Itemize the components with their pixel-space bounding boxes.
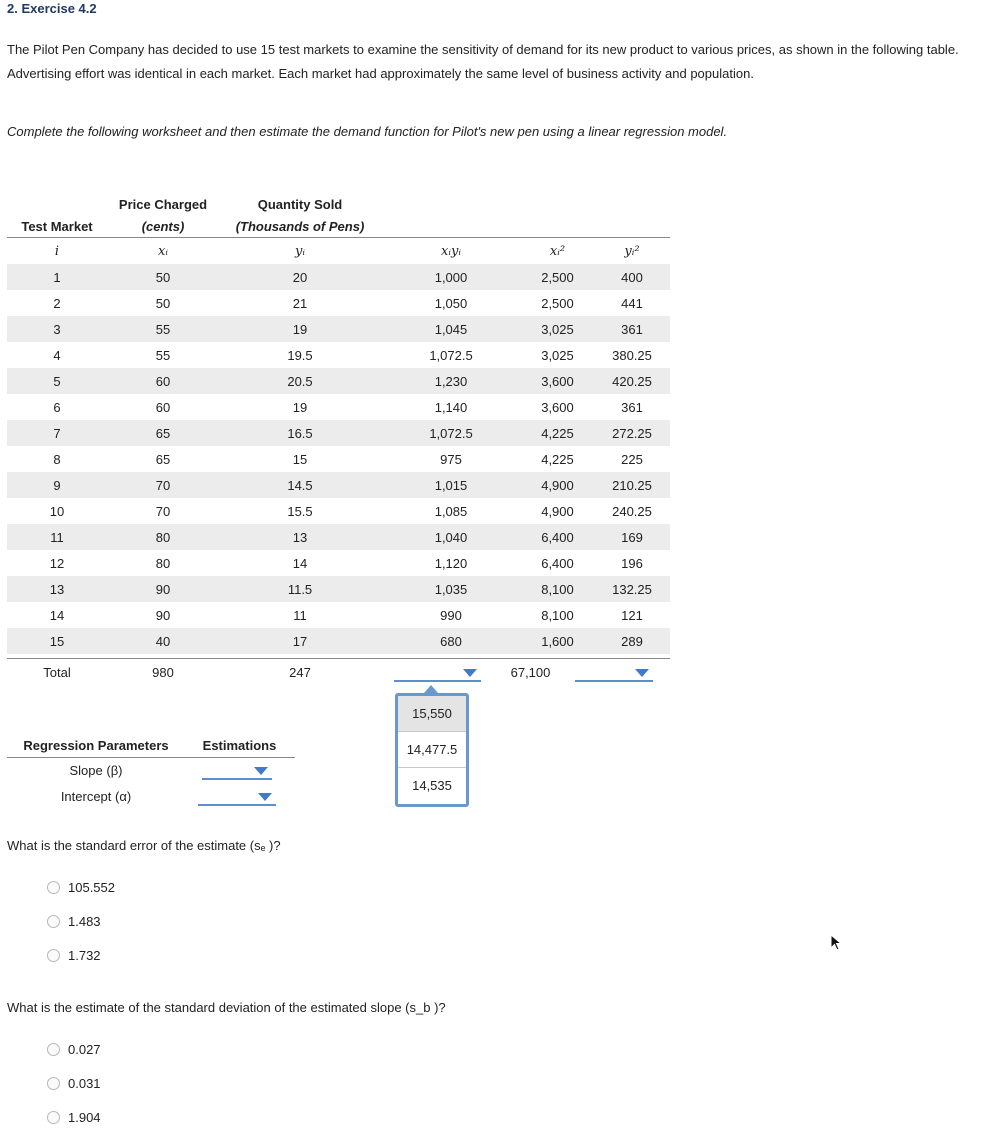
cell-x: 70 — [107, 472, 219, 498]
cell-x: 60 — [107, 368, 219, 394]
table-row — [7, 550, 670, 576]
radio-button[interactable] — [47, 1111, 60, 1124]
sb-option-3[interactable] — [47, 1109, 101, 1125]
sb-option-2[interactable] — [47, 1075, 101, 1091]
cell-x: 90 — [155, 607, 171, 623]
chevron-down-icon — [258, 793, 272, 801]
cell-i: 2 — [53, 295, 61, 311]
cell-y: 11 — [293, 607, 307, 623]
radio-button[interactable] — [47, 1043, 60, 1056]
cell-x2: 2,500 — [541, 295, 574, 311]
worksheet-table — [7, 238, 670, 654]
table-row — [7, 394, 670, 420]
total-x: 980 — [152, 665, 174, 680]
cell-x2: 8,100 — [541, 607, 574, 623]
se-option-3[interactable] — [47, 947, 101, 963]
option-label: 1.904 — [68, 1109, 101, 1125]
cell-x2: 3,025 — [521, 316, 594, 342]
chevron-down-icon — [254, 767, 268, 775]
sb-option-1[interactable] — [47, 1041, 101, 1057]
cell-xy: 1,085 — [434, 503, 468, 519]
cell-y2: 361 — [594, 316, 670, 342]
cell-x: 40 — [107, 628, 219, 654]
dropdown-pointer — [424, 685, 438, 693]
cell-y: 16.5 — [219, 420, 381, 446]
total-label: Total — [43, 665, 71, 680]
table-row — [7, 576, 670, 602]
cell-y: 20.5 — [219, 368, 381, 394]
cell-i: 4 — [53, 347, 61, 363]
dropdown-option[interactable]: 14,535 — [412, 778, 452, 793]
slope-label: Slope (β) — [69, 763, 123, 778]
cell-y: 20 — [219, 264, 381, 290]
cell-y2: 420.25 — [594, 368, 670, 394]
option-label: 0.031 — [68, 1075, 101, 1091]
cell-x: 65 — [155, 451, 171, 467]
cell-y: 15.5 — [287, 503, 313, 519]
cell-i: 13 — [7, 576, 107, 602]
cell-x: 90 — [107, 576, 219, 602]
cell-x: 55 — [107, 316, 219, 342]
table-row — [7, 472, 670, 498]
radio-button[interactable] — [47, 915, 60, 928]
cell-y: 19.5 — [287, 347, 313, 363]
mouse-cursor-icon — [830, 934, 844, 952]
table-row — [7, 264, 670, 290]
exercise-heading: 2. Exercise 4.2 — [7, 1, 97, 16]
cell-x: 50 — [155, 295, 171, 311]
table-row — [7, 602, 670, 628]
cell-xy: 1,072.5 — [381, 420, 521, 446]
radio-button[interactable] — [47, 949, 60, 962]
cell-i: 15 — [7, 628, 107, 654]
cell-x: 80 — [155, 555, 171, 571]
cell-x: 60 — [155, 399, 171, 415]
intro-paragraph: The Pilot Pen Company has decided to use 15 test markets to examine the sensitivity of demand for its new product to various prices, as shown in the following table. Advertising effort was identical in each market. Each market had approximately the same level of business activity and population. — [7, 42, 959, 81]
cell-y2: 289 — [594, 628, 670, 654]
table-row — [7, 342, 670, 368]
cell-x2: 4,225 — [521, 420, 594, 446]
cell-i: 7 — [7, 420, 107, 446]
option-label: 1.483 — [68, 913, 101, 929]
header-test-market: Test Market — [21, 219, 93, 234]
radio-button[interactable] — [47, 1077, 60, 1090]
cell-xy: 1,140 — [434, 399, 468, 415]
radio-button[interactable] — [47, 881, 60, 894]
symbol-xy: xᵢyᵢ — [441, 243, 461, 259]
cell-y: 19 — [292, 399, 308, 415]
symbol-y: yᵢ — [295, 243, 305, 259]
cell-xy: 1,035 — [381, 576, 521, 602]
regression-rule — [7, 757, 295, 758]
table-row — [7, 290, 670, 316]
dropdown-option[interactable]: 15,550 — [398, 696, 466, 732]
cell-y2: 225 — [621, 451, 643, 467]
cell-i: 10 — [49, 503, 65, 519]
cell-y2: 400 — [594, 264, 670, 290]
table-row — [7, 524, 670, 550]
cell-y: 14.5 — [219, 472, 381, 498]
option-label: 0.027 — [68, 1041, 101, 1057]
cell-i: 3 — [7, 316, 107, 342]
intercept-label: Intercept (α) — [60, 789, 132, 804]
cell-x2: 3,600 — [521, 368, 594, 394]
cell-i: 1 — [7, 264, 107, 290]
cell-xy: 680 — [381, 628, 521, 654]
header-price-top: Price Charged — [118, 197, 208, 212]
cell-y: 21 — [292, 295, 308, 311]
xy-dropdown-menu — [395, 693, 469, 807]
chevron-down-icon — [635, 669, 649, 677]
cell-i: 9 — [7, 472, 107, 498]
table-row — [7, 368, 670, 394]
cell-x2: 4,900 — [541, 503, 574, 519]
cell-x: 50 — [107, 264, 219, 290]
cell-y2: 441 — [621, 295, 643, 311]
symbol-x: xᵢ — [158, 243, 168, 259]
cell-xy: 1,230 — [381, 368, 521, 394]
cell-i: 14 — [49, 607, 65, 623]
cell-x: 70 — [155, 503, 171, 519]
cell-y2: 272.25 — [594, 420, 670, 446]
table-row — [7, 316, 670, 342]
cell-y2: 240.25 — [612, 503, 652, 519]
cell-x2: 1,600 — [521, 628, 594, 654]
total-xy-dropdown[interactable] — [394, 664, 481, 682]
cell-x2: 3,025 — [541, 347, 574, 363]
cell-xy: 975 — [440, 451, 462, 467]
symbol-row — [7, 238, 670, 264]
cell-i: 5 — [7, 368, 107, 394]
symbol-i: i — [54, 243, 60, 259]
header-quantity-unit: (Thousands of Pens) — [235, 219, 365, 234]
cell-xy: 1,120 — [434, 555, 468, 571]
slope-dropdown[interactable] — [202, 762, 272, 780]
cell-x2: 4,900 — [521, 472, 594, 498]
cell-y: 13 — [219, 524, 381, 550]
header-estimations: Estimations — [202, 738, 277, 753]
cell-y: 11.5 — [219, 576, 381, 602]
total-y2-dropdown[interactable] — [575, 664, 653, 682]
cell-y2: 169 — [594, 524, 670, 550]
cell-xy: 1,040 — [381, 524, 521, 550]
table-row — [7, 446, 670, 472]
cell-y: 17 — [219, 628, 381, 654]
table-row — [7, 420, 670, 446]
total-rule — [7, 658, 670, 659]
symbol-y2: yᵢ² — [624, 243, 640, 259]
cell-x2: 8,100 — [521, 576, 594, 602]
instruction-text: Complete the following worksheet and then estimate the demand function for Pilot's new pen using a linear regression model. — [7, 124, 728, 139]
option-label: 105.552 — [68, 879, 115, 895]
cell-x: 65 — [107, 420, 219, 446]
header-price-unit: (cents) — [141, 219, 185, 234]
cell-i: 8 — [53, 451, 61, 467]
intercept-dropdown[interactable] — [198, 788, 276, 806]
total-x2: 67,100 — [510, 665, 551, 680]
cell-i: 12 — [49, 555, 65, 571]
cell-x2: 4,225 — [541, 451, 574, 467]
cell-y2: 210.25 — [594, 472, 670, 498]
cell-xy: 1,000 — [381, 264, 521, 290]
cell-y2: 132.25 — [594, 576, 670, 602]
cell-y2: 196 — [621, 555, 643, 571]
cell-x: 80 — [107, 524, 219, 550]
cell-xy: 1,015 — [381, 472, 521, 498]
question-standard-error: What is the standard error of the estimate (sₑ )? — [7, 838, 281, 853]
cell-y: 19 — [219, 316, 381, 342]
cell-y2: 380.25 — [612, 347, 652, 363]
cell-xy: 1,045 — [381, 316, 521, 342]
total-y: 247 — [289, 665, 311, 680]
question-slope-std-dev: What is the estimate of the standard deviation of the estimated slope (s_b )? — [7, 1000, 446, 1015]
se-option-1[interactable] — [47, 879, 115, 895]
cell-x2: 3,600 — [541, 399, 574, 415]
cell-x2: 6,400 — [521, 524, 594, 550]
cell-y2: 361 — [621, 399, 643, 415]
chevron-down-icon — [463, 669, 477, 677]
option-label: 1.732 — [68, 947, 101, 963]
header-quantity-top: Quantity Sold — [257, 197, 343, 212]
table-row — [7, 498, 670, 524]
cell-y: 15 — [292, 451, 308, 467]
cell-xy: 990 — [440, 607, 462, 623]
symbol-x2: xᵢ² — [549, 243, 566, 259]
cell-x: 55 — [155, 347, 171, 363]
cell-y: 14 — [292, 555, 308, 571]
header-regression-parameters: Regression Parameters — [23, 738, 169, 753]
cell-y2: 121 — [621, 607, 643, 623]
cell-i: 11 — [7, 524, 107, 550]
dropdown-option[interactable]: 14,477.5 — [398, 732, 466, 768]
se-option-2[interactable] — [47, 913, 101, 929]
cell-xy: 1,050 — [434, 295, 468, 311]
cell-x2: 6,400 — [541, 555, 574, 571]
cell-x2: 2,500 — [521, 264, 594, 290]
table-row — [7, 628, 670, 654]
cell-xy: 1,072.5 — [429, 347, 473, 363]
cell-i: 6 — [53, 399, 61, 415]
